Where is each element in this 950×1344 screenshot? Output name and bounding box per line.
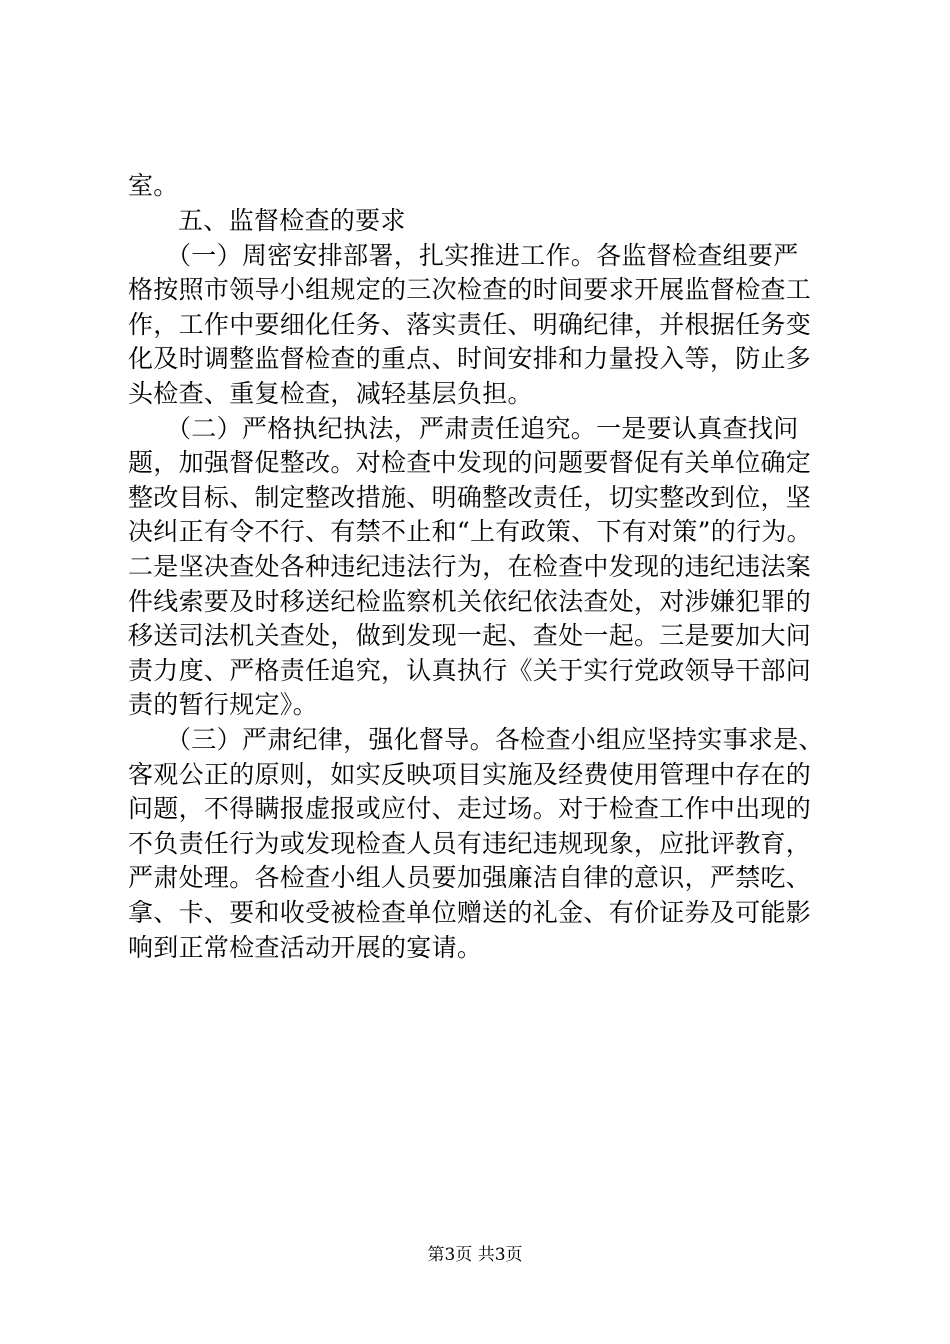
page-number-footer: 第3页 共3页 xyxy=(427,1245,523,1265)
text-line: 客观公正的原则，如实反映项目实施及经费使用管理中存在的 xyxy=(128,760,812,789)
section-heading: 五、监督检查的要求 xyxy=(178,206,406,235)
text-line: 室。 xyxy=(128,171,179,200)
text-line: （二）严格执纪执法，严肃责任追究。一是要认真查找问 xyxy=(166,414,799,443)
text-line: 件线索要及时移送纪检监察机关依纪依法查处，对涉嫌犯罪的 xyxy=(128,587,812,616)
text-line: 作，工作中要细化任务、落实责任、明确纪律，并根据任务变 xyxy=(128,310,812,339)
text-line: 头检查、重复检查，减轻基层负担。 xyxy=(128,379,533,408)
text-line: 二是坚决查处各种违纪违法行为，在检查中发现的违纪违法案 xyxy=(128,552,812,581)
text-line: 整改目标、制定整改措施、明确整改责任，切实整改到位，坚 xyxy=(128,483,812,512)
text-line: 题，加强督促整改。对检查中发现的问题要督促有关单位确定 xyxy=(128,448,812,477)
text-line: 格按照市领导小组规定的三次检查的时间要求开展监督检查工 xyxy=(128,275,812,304)
text-line: 问题，不得瞒报虚报或应付、走过场。对于检查工作中出现的 xyxy=(128,794,812,823)
text-line: （一）周密安排部署，扎实推进工作。各监督检查组要严 xyxy=(166,241,799,270)
text-line: 移送司法机关查处，做到发现一起、查处一起。三是要加大问 xyxy=(128,621,812,650)
text-line: 决纠正有令不行、有禁不止和“上有政策、下有对策”的行为。 xyxy=(128,517,812,546)
text-line: 化及时调整监督检查的重点、时间安排和力量投入等，防止多 xyxy=(128,344,812,373)
text-line: 响到正常检查活动开展的宴请。 xyxy=(128,933,483,962)
text-line: 不负责任行为或发现检查人员有违纪违规现象，应批评教育， xyxy=(128,829,812,858)
text-line: 严肃处理。各检查小组人员要加强廉洁自律的意识，严禁吃、 xyxy=(128,863,812,892)
text-line: 责的暂行规定》。 xyxy=(128,690,318,719)
text-line: （三）严肃纪律，强化督导。各检查小组应坚持实事求是、 xyxy=(166,725,824,754)
text-line: 责力度、严格责任追究，认真执行《关于实行党政领导干部问 xyxy=(128,656,812,685)
text-line: 拿、卡、要和收受被检查单位赠送的礼金、有价证券及可能影 xyxy=(128,898,812,927)
